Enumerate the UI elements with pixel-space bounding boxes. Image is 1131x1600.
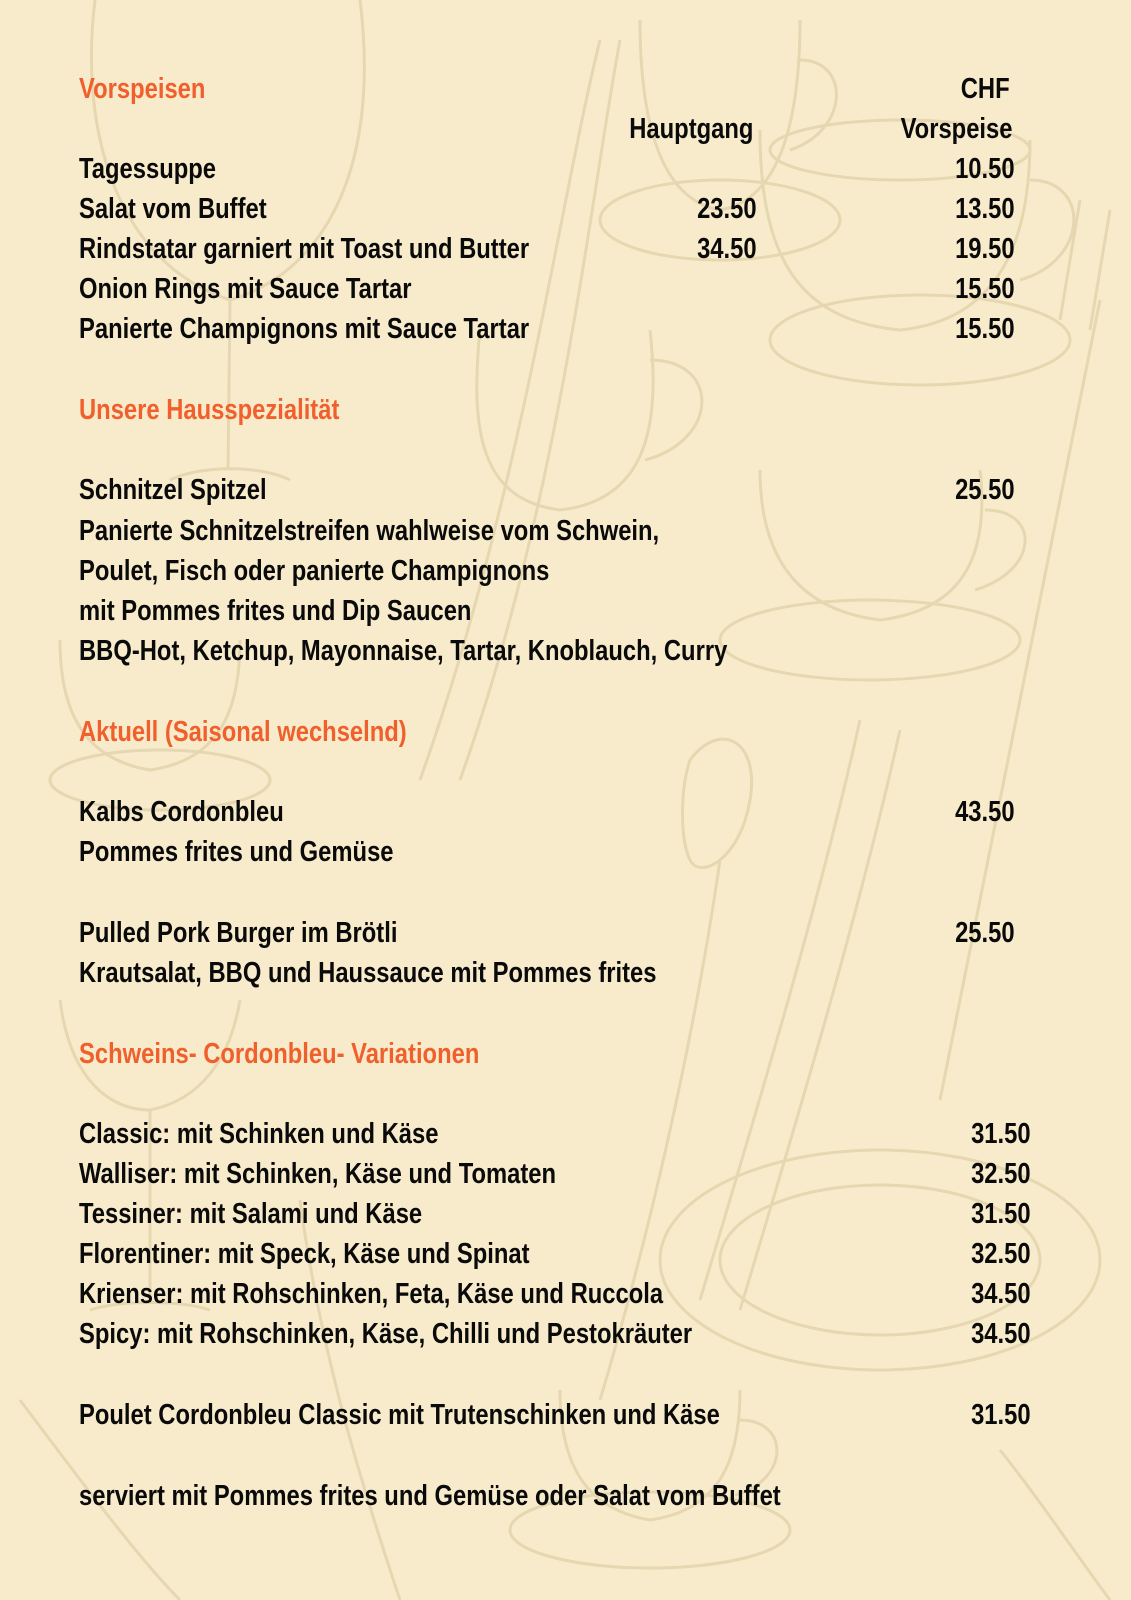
section-heading-aktuell: Aktuell (Saisonal wechselnd) [79, 716, 407, 748]
menu-item-price-starter: 15.50 [955, 273, 1015, 305]
menu-item-name: Walliser: mit Schinken, Käse und Tomaten [79, 1158, 557, 1190]
menu-item-price: 31.50 [971, 1399, 1031, 1431]
menu-item-price: 31.50 [971, 1118, 1031, 1150]
menu-item-price: 32.50 [971, 1238, 1031, 1270]
menu-item-name: Tessiner: mit Salami und Käse [79, 1198, 423, 1230]
mug-sketch [477, 330, 653, 510]
menu-item-price: 31.50 [971, 1198, 1031, 1230]
menu-item-price-starter: 15.50 [955, 313, 1015, 345]
menu-item-name: Classic: mit Schinken und Käse [79, 1118, 439, 1150]
column-header-vorspeise: Vorspeise [900, 113, 1012, 145]
currency-label: CHF [961, 73, 1010, 105]
menu-item-name: Salat vom Buffet [79, 193, 267, 225]
menu-item-price: 25.50 [955, 474, 1015, 506]
fork-sketch [940, 300, 1100, 1100]
column-header-hauptgang: Hauptgang [628, 113, 753, 145]
menu-item-name: Panierte Champignons mit Sauce Tartar [79, 313, 530, 345]
menu-item-description: Pommes frites und Gemüse [79, 836, 394, 868]
menu-item-name: Kalbs Cordonbleu [79, 796, 284, 828]
menu-item-name: Tagessuppe [79, 153, 216, 185]
footnote: serviert mit Pommes frites und Gemüse oder Salat vom Buffet [79, 1480, 781, 1512]
menu-item-price-starter: 19.50 [955, 233, 1015, 265]
menu-item-price-main: 23.50 [697, 193, 757, 225]
knife-sketch-2 [700, 720, 860, 1300]
menu-item-description: Panierte Schnitzelstreifen wahlweise vom Schwein, [79, 515, 660, 547]
menu-item-price-starter: 13.50 [955, 193, 1015, 225]
menu-item-name: Rindstatar garniert mit Toast und Butter [79, 233, 530, 265]
menu-item-price-starter: 10.50 [955, 153, 1015, 185]
menu-item-name: Pulled Pork Burger im Brötli [79, 917, 398, 949]
menu-item-name: Poulet Cordonbleu Classic mit Trutenschinken und Käse [79, 1399, 720, 1431]
menu-item-name: Spicy: mit Rohschinken, Käse, Chilli und Pestokräuter [79, 1318, 693, 1350]
menu-item-name: Schnitzel Spitzel [79, 474, 267, 506]
menu-item-description: Krautsalat, BBQ und Haussauce mit Pommes frites [79, 957, 657, 989]
menu-item-name: Florentiner: mit Speck, Käse und Spinat [79, 1238, 530, 1270]
menu-item-price: 34.50 [971, 1318, 1031, 1350]
menu-item-price: 32.50 [971, 1158, 1031, 1190]
menu-item-description: Poulet, Fisch oder panierte Champignons [79, 555, 550, 587]
menu-item-name: Krienser: mit Rohschinken, Feta, Käse und Ruccola [79, 1278, 664, 1310]
section-heading-hausspezialitaet: Unsere Hausspezialität [79, 394, 340, 426]
menu-item-price-main: 34.50 [697, 233, 757, 265]
menu-item-name: Onion Rings mit Sauce Tartar [79, 273, 412, 305]
section-heading-cordonbleu: Schweins- Cordonbleu- Variationen [79, 1038, 480, 1070]
spoon-sketch [683, 739, 752, 867]
menu-item-price: 34.50 [971, 1278, 1031, 1310]
menu-item-price: 43.50 [955, 796, 1015, 828]
menu-item-price: 25.50 [955, 917, 1015, 949]
section-heading-vorspeisen: Vorspeisen [79, 73, 206, 105]
menu-item-description: BBQ-Hot, Ketchup, Mayonnaise, Tartar, Knoblauch, Curry [79, 635, 728, 667]
menu-item-description: mit Pommes frites und Dip Saucen [79, 595, 472, 627]
